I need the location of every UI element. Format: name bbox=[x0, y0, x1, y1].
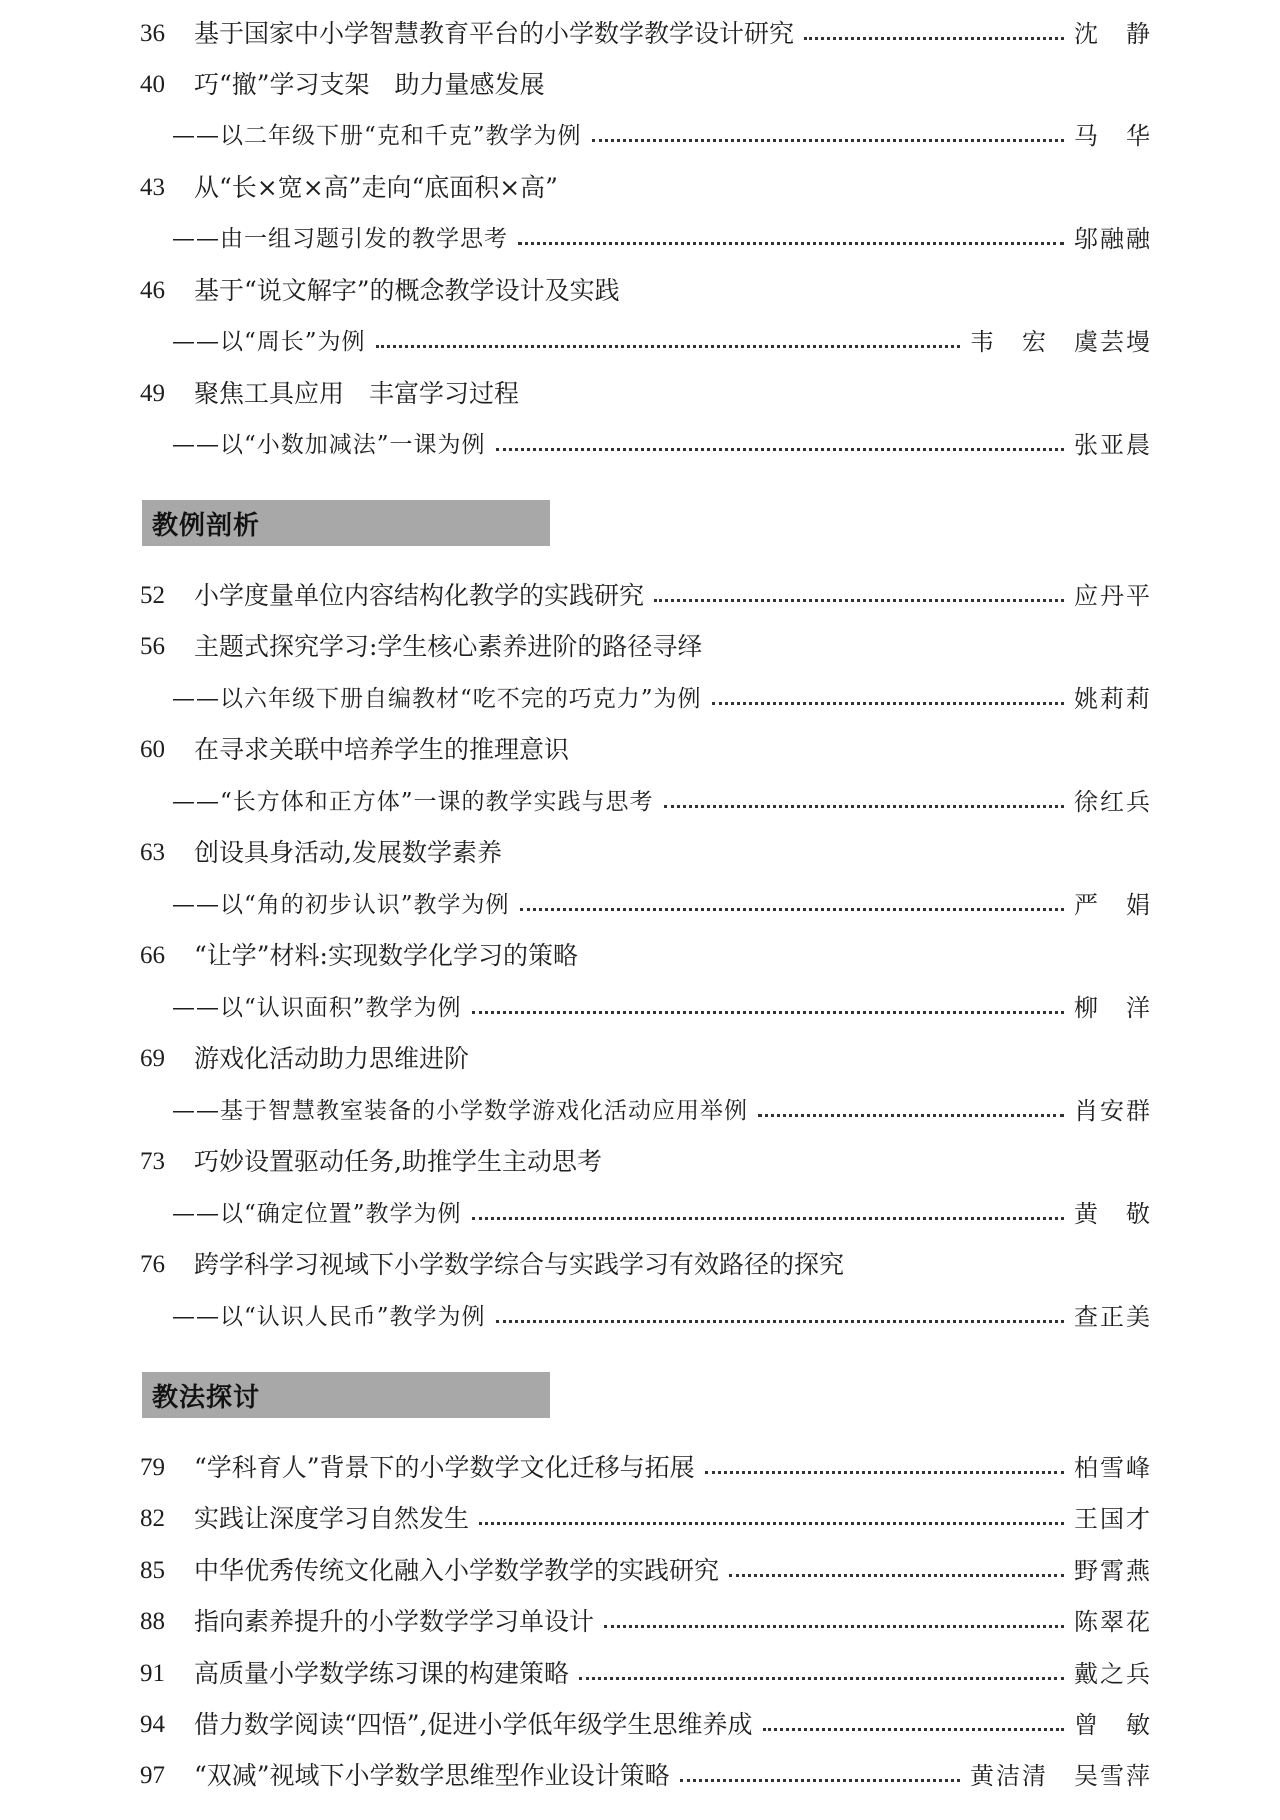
dot-leader bbox=[712, 700, 1064, 705]
author: 应丹平 bbox=[1074, 582, 1152, 610]
toc-entry[interactable] bbox=[140, 1446, 1152, 1490]
toc-subentry[interactable] bbox=[140, 1089, 1152, 1133]
article-subtitle: ——由一组习题引发的教学思考 bbox=[172, 226, 508, 252]
toc-entry[interactable] bbox=[140, 728, 1152, 772]
page-number: 97 bbox=[140, 1762, 165, 1789]
page-number: 43 bbox=[140, 174, 165, 201]
page-number: 52 bbox=[140, 582, 165, 609]
page-number: 79 bbox=[140, 1454, 165, 1481]
article-title: 借力数学阅读“四悟”,促进小学低年级学生思维养成 bbox=[194, 1710, 753, 1739]
toc-entry[interactable] bbox=[140, 63, 1152, 107]
dot-leader bbox=[518, 240, 1064, 245]
dot-leader bbox=[705, 1469, 1064, 1474]
author: 马 华 bbox=[1074, 122, 1152, 150]
author: 韦 宏 虞芸墁 bbox=[970, 328, 1152, 356]
page-number: 73 bbox=[140, 1148, 165, 1175]
page-number: 40 bbox=[140, 71, 165, 98]
article-subtitle: ——以“角的初步认识”教学为例 bbox=[172, 892, 510, 918]
author: 沈 静 bbox=[1074, 20, 1152, 48]
author: 查正美 bbox=[1074, 1303, 1152, 1331]
toc-subentry[interactable] bbox=[140, 1192, 1152, 1236]
toc-entry[interactable] bbox=[140, 1754, 1152, 1798]
page-number: 88 bbox=[140, 1608, 165, 1635]
article-title: 在寻求关联中培养学生的推理意识 bbox=[194, 735, 570, 764]
toc-subentry[interactable] bbox=[140, 780, 1152, 824]
toc-entry[interactable] bbox=[140, 166, 1152, 210]
article-title: 主题式探究学习:学生核心素养进阶的路径寻绎 bbox=[194, 632, 703, 661]
author: 戴之兵 bbox=[1074, 1660, 1152, 1688]
article-subtitle: ——以二年级下册“克和千克”教学为例 bbox=[172, 123, 582, 149]
article-title: “让学”材料:实现数学化学习的策略 bbox=[194, 941, 578, 970]
article-title: “双减”视域下小学数学思维型作业设计策略 bbox=[194, 1761, 670, 1790]
page-number: 94 bbox=[140, 1711, 165, 1738]
dot-leader bbox=[604, 1623, 1064, 1628]
dot-leader bbox=[654, 597, 1064, 602]
toc-entry[interactable] bbox=[140, 1243, 1152, 1287]
dot-leader bbox=[579, 1675, 1064, 1680]
author: 野霄燕 bbox=[1074, 1557, 1152, 1585]
toc-entry[interactable] bbox=[140, 1549, 1152, 1593]
dot-leader bbox=[479, 1520, 1064, 1525]
dot-leader bbox=[804, 35, 1064, 40]
article-title: 聚焦工具应用 丰富学习过程 bbox=[194, 379, 520, 408]
article-subtitle: ——“长方体和正方体”一课的教学实践与思考 bbox=[172, 789, 654, 815]
author: 柳 洋 bbox=[1074, 994, 1152, 1022]
toc-subentry[interactable] bbox=[140, 114, 1152, 158]
article-subtitle: ——以六年级下册自编教材“吃不完的巧克力”为例 bbox=[172, 686, 702, 712]
toc-entry[interactable] bbox=[140, 1497, 1152, 1541]
article-title: 跨学科学习视域下小学数学综合与实践学习有效路径的探究 bbox=[194, 1250, 845, 1279]
toc-entry[interactable] bbox=[140, 1037, 1152, 1081]
article-title: 游戏化活动助力思维进阶 bbox=[194, 1044, 470, 1073]
article-title: 从“长×宽×高”走向“底面积×高” bbox=[194, 173, 558, 202]
page-number: 76 bbox=[140, 1251, 165, 1278]
toc-entry[interactable] bbox=[140, 12, 1152, 56]
article-title: 中华优秀传统文化融入小学数学教学的实践研究 bbox=[194, 1556, 720, 1585]
article-title: 高质量小学数学练习课的构建策略 bbox=[194, 1659, 570, 1688]
page-number: 49 bbox=[140, 380, 165, 407]
section-header bbox=[142, 1372, 550, 1418]
article-title: 基于国家中小学智慧教育平台的小学数学教学设计研究 bbox=[194, 19, 795, 48]
author: 陈翠花 bbox=[1074, 1608, 1152, 1636]
toc-subentry[interactable] bbox=[140, 423, 1152, 467]
section-title: 教例剖析 bbox=[152, 510, 261, 541]
toc-entry[interactable] bbox=[140, 269, 1152, 313]
page-number: 36 bbox=[140, 20, 165, 47]
article-title: 实践让深度学习自然发生 bbox=[194, 1504, 470, 1533]
toc-subentry[interactable] bbox=[140, 986, 1152, 1030]
author: 王国才 bbox=[1074, 1505, 1152, 1533]
author: 张亚晨 bbox=[1074, 431, 1152, 459]
toc-entry[interactable] bbox=[140, 1703, 1152, 1747]
page-number: 56 bbox=[140, 633, 165, 660]
toc-entry[interactable] bbox=[140, 1652, 1152, 1696]
author: 黄洁清 吴雪萍 bbox=[970, 1762, 1152, 1790]
dot-leader bbox=[472, 1009, 1064, 1014]
article-subtitle: ——基于智慧教室装备的小学数学游戏化活动应用举例 bbox=[172, 1098, 748, 1124]
dot-leader bbox=[758, 1112, 1064, 1117]
toc-subentry[interactable] bbox=[140, 320, 1152, 364]
author: 徐红兵 bbox=[1074, 788, 1152, 816]
article-subtitle: ——以“认识人民币”教学为例 bbox=[172, 1304, 486, 1330]
toc-entry[interactable] bbox=[140, 934, 1152, 978]
dot-leader bbox=[592, 137, 1064, 142]
author: 曾 敏 bbox=[1074, 1711, 1152, 1739]
toc-subentry[interactable] bbox=[140, 1295, 1152, 1339]
toc-entry[interactable] bbox=[140, 625, 1152, 669]
toc-subentry[interactable] bbox=[140, 217, 1152, 261]
dot-leader bbox=[496, 446, 1064, 451]
dot-leader bbox=[680, 1777, 960, 1782]
author: 黄 敬 bbox=[1074, 1200, 1152, 1228]
article-subtitle: ——以“认识面积”教学为例 bbox=[172, 995, 462, 1021]
page-number: 91 bbox=[140, 1660, 165, 1687]
toc-subentry[interactable] bbox=[140, 677, 1152, 721]
article-subtitle: ——以“周长”为例 bbox=[172, 329, 366, 355]
dot-leader bbox=[763, 1726, 1064, 1731]
section-header bbox=[142, 500, 550, 546]
article-title: 基于“说文解字”的概念教学设计及实践 bbox=[194, 276, 620, 305]
article-subtitle: ——以“小数加减法”一课为例 bbox=[172, 432, 486, 458]
article-title: 小学度量单位内容结构化教学的实践研究 bbox=[194, 581, 645, 610]
dot-leader bbox=[729, 1572, 1064, 1577]
author: 邬融融 bbox=[1074, 225, 1152, 253]
article-title: 巧妙设置驱动任务,助推学生主动思考 bbox=[194, 1147, 602, 1176]
toc-entry[interactable] bbox=[140, 831, 1152, 875]
toc-entry[interactable] bbox=[140, 372, 1152, 416]
page-number: 85 bbox=[140, 1557, 165, 1584]
article-title: “学科育人”背景下的小学数学文化迁移与拓展 bbox=[194, 1453, 695, 1482]
article-subtitle: ——以“确定位置”教学为例 bbox=[172, 1201, 462, 1227]
dot-leader bbox=[472, 1215, 1064, 1220]
page-number: 69 bbox=[140, 1045, 165, 1072]
page-number: 60 bbox=[140, 736, 165, 763]
page-number: 66 bbox=[140, 942, 165, 969]
page-number: 63 bbox=[140, 839, 165, 866]
dot-leader bbox=[376, 343, 960, 348]
dot-leader bbox=[664, 803, 1064, 808]
article-title: 巧“撤”学习支架 助力量感发展 bbox=[194, 70, 545, 99]
toc-entry[interactable] bbox=[140, 574, 1152, 618]
dot-leader bbox=[496, 1318, 1064, 1323]
author: 姚莉莉 bbox=[1074, 685, 1152, 713]
author: 严 娟 bbox=[1074, 891, 1152, 919]
dot-leader bbox=[520, 906, 1064, 911]
article-title: 创设具身活动,发展数学素养 bbox=[194, 838, 502, 867]
toc-subentry[interactable] bbox=[140, 883, 1152, 927]
page-number: 82 bbox=[140, 1505, 165, 1532]
toc-entry[interactable] bbox=[140, 1140, 1152, 1184]
toc-entry[interactable] bbox=[140, 1600, 1152, 1644]
section-title: 教法探讨 bbox=[152, 1382, 261, 1413]
page-number: 46 bbox=[140, 277, 165, 304]
article-title: 指向素养提升的小学数学学习单设计 bbox=[194, 1607, 595, 1636]
author: 柏雪峰 bbox=[1074, 1454, 1152, 1482]
author: 肖安群 bbox=[1074, 1097, 1152, 1125]
